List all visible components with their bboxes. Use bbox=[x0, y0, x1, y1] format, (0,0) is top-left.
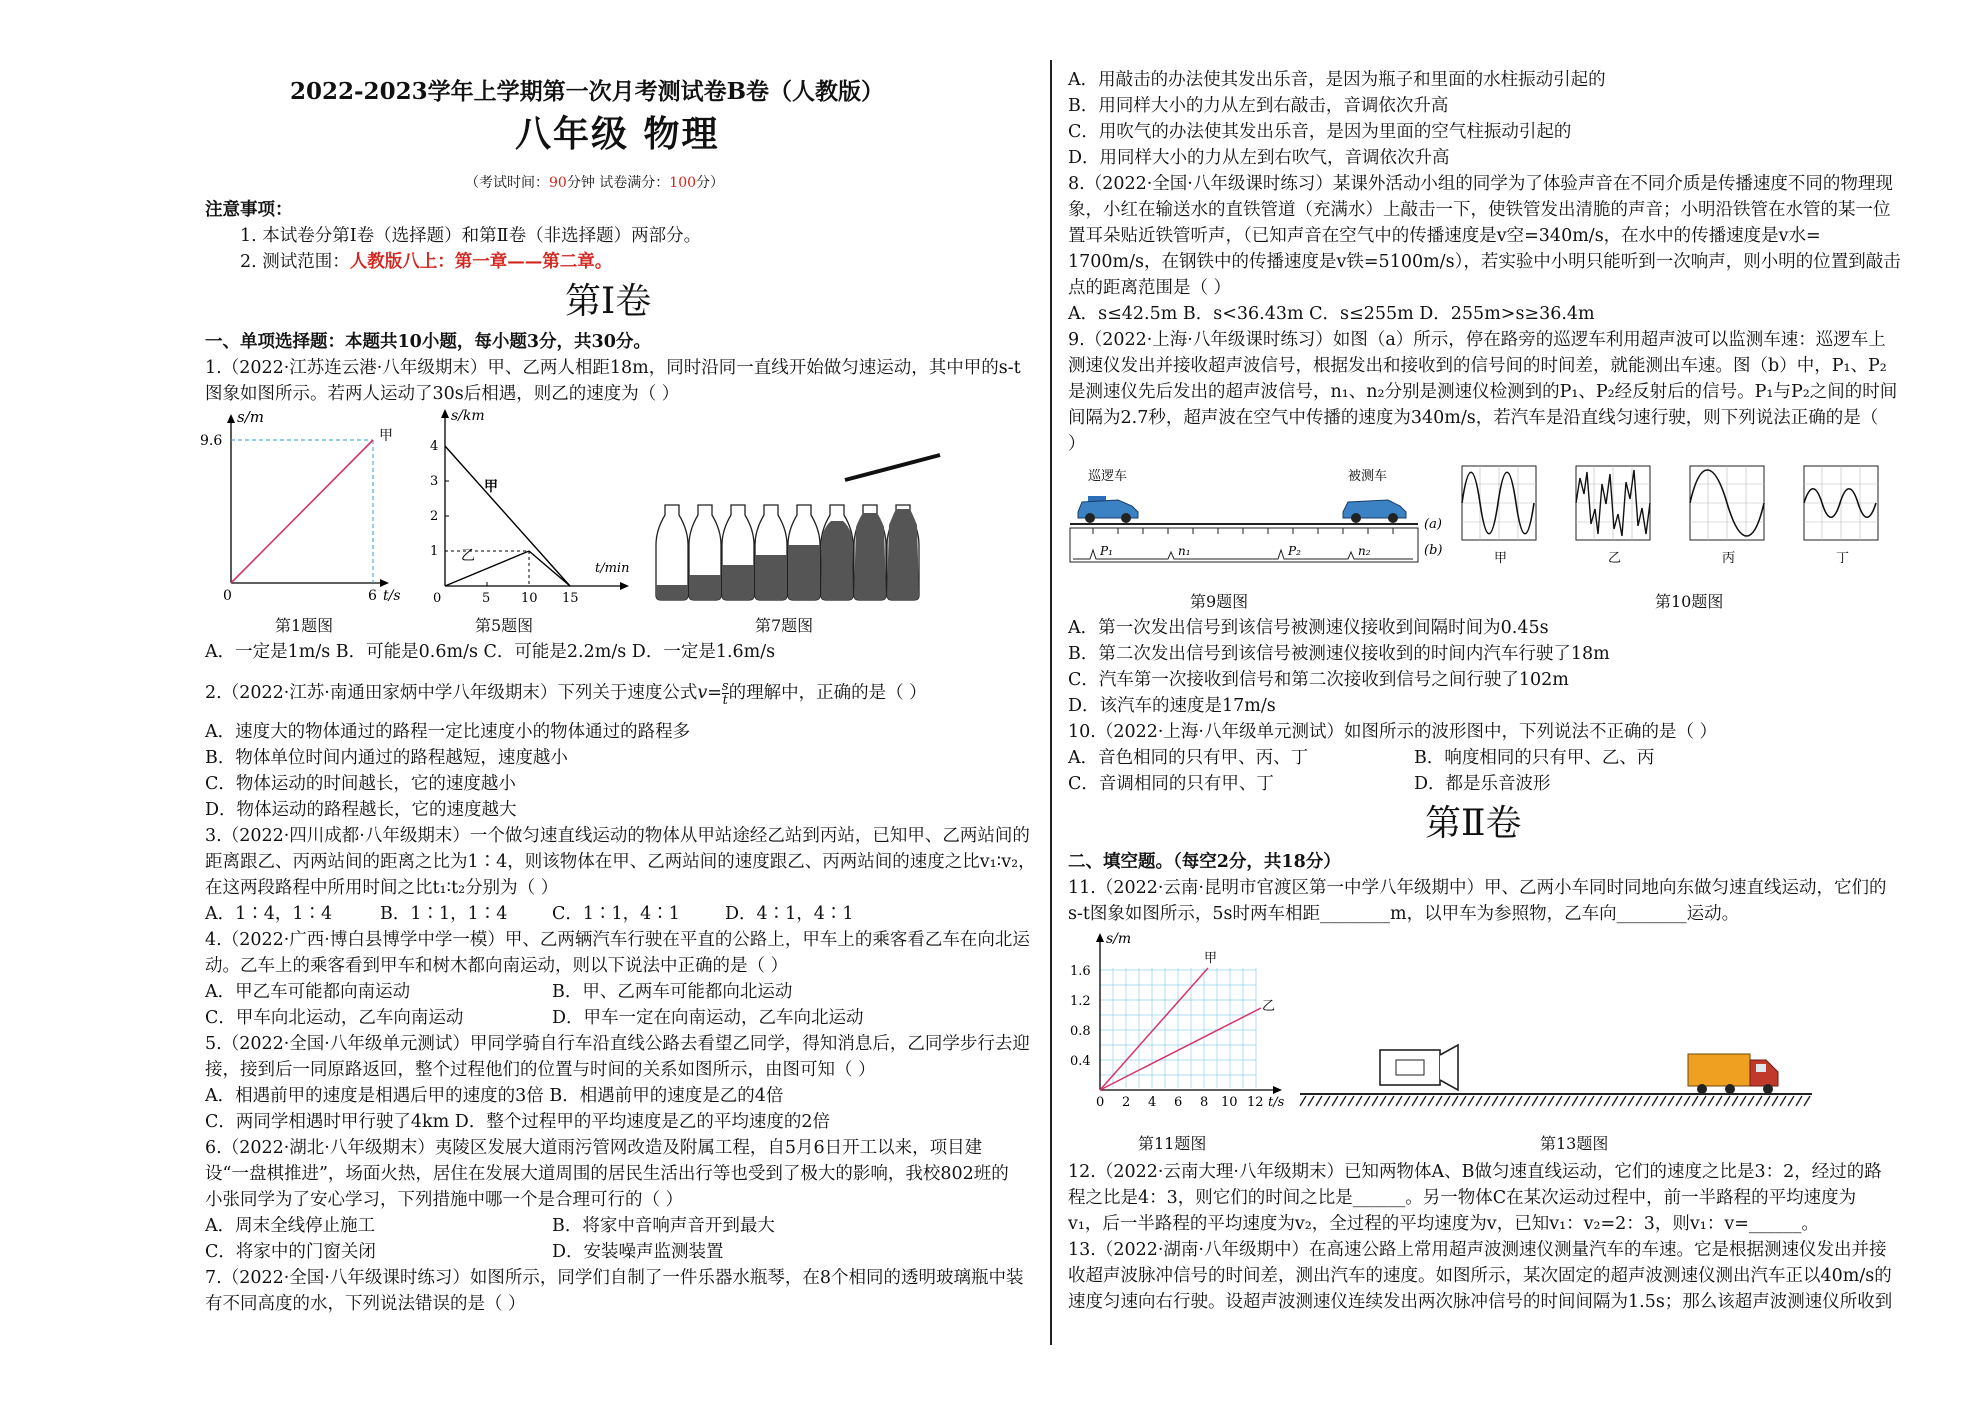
fig10-label-yi: 乙 bbox=[1608, 551, 1622, 566]
q7-option-b: B．用同样大小的力从左到右敲击，音调依次升高 bbox=[1068, 96, 1449, 116]
q2-option-d: D．物体运动的路程越长，它的速度越大 bbox=[205, 800, 517, 820]
exam-score-value: 100 bbox=[669, 175, 697, 191]
fig5-x-arrow bbox=[620, 582, 629, 590]
fig13-diagram bbox=[1300, 1040, 1820, 1110]
q4-option-d: D．甲车一定在向南运动，乙车向北运动 bbox=[552, 1008, 864, 1028]
fig11-x-tick-10: 10 bbox=[1221, 1095, 1238, 1110]
fig9-n2: n₂ bbox=[1358, 544, 1371, 558]
q9-stem-line1: 9.（2022·上海·八年级课时练习）如图（a）所示，停在路旁的巡逻车利用超声波可以监测车速：巡逻车上 bbox=[1068, 330, 1886, 350]
q7-stem-line1: 7.（2022·全国·八年级课时练习）如图所示，同学们自制了一件乐器水瓶琴，在8个相同的透明玻璃瓶中装 bbox=[205, 1268, 1024, 1288]
fig11-x-tick-8: 8 bbox=[1200, 1095, 1209, 1110]
notes-item-1: 1. 本试卷分第Ⅰ卷（选择题）和第Ⅱ卷（非选择题）两部分。 bbox=[240, 226, 702, 246]
fig11-y-label: s/m bbox=[1106, 931, 1132, 947]
q10-option-a: A．音色相同的只有甲、丙、丁 bbox=[1068, 748, 1309, 768]
fig9-p1: P₁ bbox=[1100, 544, 1113, 558]
q9-stem-line4: 间隔为2.7秒，超声波在空气中传播的速度为340m/s，若汽车是沿直线匀速行驶，则下列说法正确的是（ bbox=[1068, 408, 1879, 428]
q8-stem-line1: 8.（2022·全国·八年级课时练习）某课外活动小组的同学为了体验声音在不同介质是传播速度不同的物理现 bbox=[1068, 174, 1893, 194]
section1-title: 第Ⅰ卷 bbox=[565, 281, 652, 322]
fig11-x-tick-2: 2 bbox=[1122, 1095, 1131, 1110]
fig9-label-b: (b) bbox=[1424, 543, 1443, 558]
fig11-series-yi bbox=[1100, 1008, 1261, 1090]
fig1-caption: 第1题图 bbox=[275, 616, 334, 635]
q8-stem-line3: 置耳朵贴近铁管听声，（已知声音在空气中的传播速度是v空=340m/s，在水中的传播速度是v水= bbox=[1068, 226, 1821, 246]
q3-option-a: A．1∶4，1∶4 bbox=[205, 904, 333, 924]
fig1-x-tick: 6 bbox=[368, 588, 377, 604]
q5-stem-line1: 5.（2022·全国·八年级单元测试）甲同学骑自行车沿直线公路去看望乙同学，得知消息后，乙同学步行去迎 bbox=[205, 1034, 1030, 1054]
q8-stem-line4: 1700m/s，在钢铁中的传播速度是v铁=5100m/s），若实验中小明只能听到一次响声，则小明的位置到敲击 bbox=[1068, 252, 1901, 272]
fig1-series-jia bbox=[231, 440, 373, 583]
q2-option-a: A．速度大的物体通过的路程一定比速度小的物体通过的路程多 bbox=[205, 722, 691, 742]
fig11-y-tick-08: 0.8 bbox=[1070, 1024, 1091, 1039]
q7-option-a: A．用敲击的办法使其发出乐音，是因为瓶子和里面的水柱振动引起的 bbox=[1068, 70, 1606, 90]
fig9-p2: P₂ bbox=[1288, 544, 1301, 558]
fig5-y-tick-4: 4 bbox=[430, 439, 439, 454]
fig9-patrol-car bbox=[1078, 496, 1138, 523]
fig11-caption: 第11题图 bbox=[1138, 1134, 1207, 1153]
q10-option-b: B．响度相同的只有甲、乙、丙 bbox=[1414, 748, 1655, 768]
q12-stem-line1: 12.（2022·云南大理·八年级期末）已知两物体A、B做匀速直线运动，它们的速度之比是3：2，经过的路 bbox=[1068, 1162, 1882, 1182]
fig9-target-label: 被测车 bbox=[1348, 469, 1388, 484]
q9-option-b: B．第二次发出信号到该信号被测速仪接收到的时间内汽车行驶了18m bbox=[1068, 644, 1610, 664]
fig13-speed-gun bbox=[1380, 1045, 1458, 1090]
fig13-caption: 第13题图 bbox=[1540, 1134, 1609, 1153]
q10-option-d: D．都是乐音波形 bbox=[1414, 774, 1551, 794]
fig11-y-tick-12: 1.2 bbox=[1070, 994, 1091, 1009]
fig9-tape-ticks bbox=[1093, 528, 1393, 534]
q6-option-d: D．安装噪声监测装置 bbox=[552, 1242, 724, 1262]
q8-stem-line2: 象，小红在输送水的直铁管道（充满水）上敲击一下，使铁管发出清脆的声音；小明沿铁管在水管的某一位 bbox=[1068, 200, 1891, 220]
fig7-bottle-set bbox=[656, 505, 919, 600]
fig10-caption: 第10题图 bbox=[1655, 592, 1724, 611]
exam-title: 2022-2023学年上学期第一次月考测试卷B卷（人教版） bbox=[290, 78, 885, 105]
fig10-label-jia: 甲 bbox=[1494, 551, 1508, 566]
fig9-n1: n₁ bbox=[1178, 544, 1191, 558]
exam-time-value: 90 bbox=[549, 175, 567, 191]
column-divider bbox=[1050, 60, 1052, 1345]
q6-option-c: C．将家中的门窗关闭 bbox=[205, 1242, 376, 1262]
q4-option-c: C．甲车向北运动，乙车向南运动 bbox=[205, 1008, 464, 1028]
notes-heading: 注意事项： bbox=[205, 200, 293, 220]
fig5-y-tick-2: 2 bbox=[430, 509, 439, 524]
q8-stem-line5: 点的距离范围是（ ） bbox=[1068, 278, 1232, 298]
fig7-caption: 第7题图 bbox=[755, 616, 814, 635]
q4-stem-line2: 动。乙车上的乘客看到甲车和树木都向南运动，则以下说法中正确的是（ ） bbox=[205, 956, 789, 976]
fig11-x-arrow bbox=[1273, 1086, 1282, 1094]
q12-stem-line2: 程之比是4：3，则它们的时间之比是______。另一物体C在某次运动过程中，前一半路程的平均速度为 bbox=[1068, 1188, 1857, 1208]
fig5-y-tick-3: 3 bbox=[430, 474, 439, 489]
q3-option-b: B．1∶1，1∶4 bbox=[380, 904, 508, 924]
q10-option-c: C．音调相同的只有甲、丁 bbox=[1068, 774, 1274, 794]
fig7-stick bbox=[845, 455, 940, 480]
fig10-label-bing: 丙 bbox=[1722, 551, 1736, 566]
q13-stem-line3: 速度匀速向右行驶。设超声波测速仪连续发出两次脉冲信号的时间间隔为1.5s；那么该超声波测速仪所收到 bbox=[1068, 1292, 1893, 1312]
q9-stem-line5: ） bbox=[1068, 434, 1086, 454]
q9-option-c: C．汽车第一次接收到信号和第二次接收到信号之间行驶了102m bbox=[1068, 670, 1569, 690]
fig11-x-tick-12: 12 bbox=[1247, 1095, 1264, 1110]
q6-stem-line3: 小张同学为了安心学习，下列措施中哪一个是合理可行的（ ） bbox=[205, 1190, 684, 1210]
q9-stem-line2: 测速仪发出并接收超声波信号，根据发出和接收到的信号间的时间差，就能测出车速。图（b）中，P₁、P₂ bbox=[1068, 356, 1887, 376]
q7-option-d: D．用同样大小的力从左到右吹气，音调依次升高 bbox=[1068, 148, 1450, 168]
section2-title: 第Ⅱ卷 bbox=[1425, 803, 1522, 844]
fig9-diagram bbox=[1068, 462, 1448, 572]
q2-option-c: C．物体运动的时间越长，它的速度越小 bbox=[205, 774, 516, 794]
fig10-wave-bing bbox=[1690, 466, 1764, 566]
fig5-series-jia bbox=[445, 446, 570, 586]
q2-stem: 2.（2022·江苏·南通田家炳中学八年级期末）下列关于速度公式v= $\frac{s}{t}$ 的理解中，正确的是（ ） bbox=[205, 679, 927, 708]
fig11-origin: 0 bbox=[1096, 1095, 1105, 1110]
q7-stem-line2: 有不同高度的水，下列说法错误的是（ ） bbox=[205, 1294, 526, 1314]
q4-option-b: B．甲、乙两车可能都向北运动 bbox=[552, 982, 793, 1002]
fig10-wave-ding bbox=[1804, 466, 1878, 566]
q12-stem-line3: v₁，后一半路程的平均速度为v₂，全过程的平均速度为v，已知v₁：v₂=2：3，则v₁：v=______。 bbox=[1068, 1214, 1819, 1234]
fig5-x-tick-10: 10 bbox=[521, 591, 538, 606]
fig5-y-label: s/km bbox=[451, 408, 485, 424]
fig10-label-ding: 丁 bbox=[1836, 551, 1850, 566]
q9-option-a: A．第一次发出信号到该信号被测速仪接收到间隔时间为0.45s bbox=[1068, 618, 1549, 638]
q3-stem-line2: 距离跟乙、丙两站间的距离之比为1∶4，则该物体在甲、乙两站间的速度跟乙、丙两站间的速度之比v₁∶v₂， bbox=[205, 852, 1036, 872]
fig1-series-label: 甲 bbox=[379, 428, 393, 444]
section1-heading: 一、单项选择题：本题共10小题，每小题3分，共30分。 bbox=[205, 332, 651, 352]
q9-stem-line3: 是测速仪先后发出的超声波信号，n₁、n₂分别是测速仪检测到的P₁、P₂经反射后的信号。P₁与P₂之间的时间 bbox=[1068, 382, 1898, 402]
fig11-y-tick-04: 0.4 bbox=[1070, 1054, 1091, 1069]
fig5-label-yi: 乙 bbox=[461, 548, 475, 564]
fig11-label-yi: 乙 bbox=[1262, 999, 1276, 1014]
q4-stem-line1: 4.（2022·广西·博白县博学中学一模）甲、乙两辆汽车行驶在平直的公路上，甲车上的乘客看乙车在向北运 bbox=[205, 930, 1030, 950]
q5-options-ab: A．相遇前甲的速度是相遇后甲的速度的3倍 B．相遇前甲的速度是乙的4倍 bbox=[205, 1086, 784, 1106]
q10-stem: 10.（2022·上海·八年级单元测试）如图所示的波形图中，下列说法不正确的是（ ） bbox=[1068, 722, 1718, 742]
fig5-label-jia: 甲 bbox=[484, 479, 498, 495]
q1-stem-line2: 图象如图所示。若两人运动了30s后相遇，则乙的速度为（ ） bbox=[205, 384, 680, 404]
fig9-target-car bbox=[1343, 500, 1406, 523]
fig7-bottles bbox=[650, 445, 950, 605]
fig1-x-label: t/s bbox=[383, 588, 401, 604]
fig1-graph bbox=[200, 408, 401, 608]
fig13-truck bbox=[1688, 1054, 1778, 1094]
fig5-x-tick-15: 15 bbox=[562, 591, 579, 606]
notes-item-2: 2. 测试范围：人教版八上：第一章——第二章。 bbox=[240, 252, 613, 272]
q5-options-cd: C．两同学相遇时甲行驶了4km D．整个过程甲的平均速度是乙的平均速度的2倍 bbox=[205, 1112, 830, 1132]
fig11-series-jia bbox=[1100, 968, 1208, 1090]
fig9-label-a: (a) bbox=[1424, 517, 1442, 532]
q13-stem-line2: 收超声波脉冲信号的时间差，测出汽车的速度。如图所示，某次固定的超声波测速仪测出汽车正以40m/s的 bbox=[1068, 1266, 1892, 1286]
fig5-caption: 第5题图 bbox=[475, 616, 534, 635]
q6-option-a: A．周末全线停止施工 bbox=[205, 1216, 376, 1236]
fig10-waveforms bbox=[1460, 464, 1880, 574]
fig11-x-label: t/s bbox=[1268, 1095, 1285, 1110]
q11-stem-line2: s-t图象如图所示，5s时两车相距________m，以甲车为参照物，乙车向________运动。 bbox=[1068, 904, 1740, 924]
exam-info: （考试时间：90分钟 试卷满分：100分） bbox=[465, 175, 725, 191]
fig9-patrol-label: 巡逻车 bbox=[1088, 469, 1128, 484]
fig10-wave-jia bbox=[1462, 466, 1536, 566]
fig11-label-jia: 甲 bbox=[1204, 951, 1218, 966]
fig11-y-tick-16: 1.6 bbox=[1070, 964, 1091, 979]
q5-stem-line2: 接，接到后一同原路返回，整个过程他们的位置与时间的关系如图所示，由图可知（ ） bbox=[205, 1060, 876, 1080]
q8-options: A．s≤42.5m B．s<36.43m C．s≤255m D．255m>s≥36.4m bbox=[1068, 304, 1595, 324]
subject-title: 八年级 物理 bbox=[515, 113, 720, 155]
fig11-x-tick-4: 4 bbox=[1148, 1095, 1157, 1110]
q1-options: A．一定是1m/s B．可能是0.6m/s C．可能是2.2m/s D．一定是1.6m/s bbox=[205, 642, 776, 662]
fig5-series-yi-1 bbox=[445, 551, 529, 586]
q6-stem-line1: 6.（2022·湖北·八年级期末）夷陵区发展大道雨污管网改造及附属工程，自5月6日开工以来，项目建 bbox=[205, 1138, 983, 1158]
q2-formula-fraction: $\frac{s}{t}$ bbox=[721, 679, 729, 708]
fig11-y-arrow bbox=[1096, 933, 1104, 942]
fig5-y-arrow bbox=[441, 409, 449, 418]
fig11-graph bbox=[1068, 928, 1308, 1108]
q6-stem-line2: 设“一盘棋推进”，场面火热，居住在发展大道周围的居民生活出行等也受到了极大的影响，我校802班的 bbox=[205, 1164, 1009, 1184]
fig5-y-tick-1: 1 bbox=[430, 544, 439, 559]
fig1-y-arrow bbox=[227, 414, 235, 423]
fig1-x-arrow bbox=[380, 579, 389, 587]
q3-stem-line3: 在这两段路程中所用时间之比t₁∶t₂分别为（ ） bbox=[205, 878, 559, 898]
q3-stem-line1: 3.（2022·四川成都·八年级期末）一个做匀速直线运动的物体从甲站途经乙站到丙站，已知甲、乙两站间的 bbox=[205, 826, 1030, 846]
q3-option-c: C．1∶1，4∶1 bbox=[552, 904, 680, 924]
fig11-grid bbox=[1100, 968, 1256, 1088]
fig11-x-tick-6: 6 bbox=[1174, 1095, 1183, 1110]
fig9-caption: 第9题图 bbox=[1190, 592, 1249, 611]
q1-stem-line1: 1.（2022·江苏连云港·八年级期末）甲、乙两人相距18m，同时沿同一直线开始做匀速运动，其中甲的s-t bbox=[205, 358, 1021, 378]
fig5-series-yi-2 bbox=[529, 551, 570, 586]
fig1-y-label: s/m bbox=[237, 408, 264, 426]
q11-stem-line1: 11.（2022·云南·昆明市官渡区第一中学八年级期中）甲、乙两小车同时同地向东做匀速直线运动，它们的 bbox=[1068, 878, 1887, 898]
q3-option-d: D．4∶1，4∶1 bbox=[725, 904, 854, 924]
fig5-graph bbox=[425, 408, 635, 608]
q9-option-d: D．该汽车的速度是17m/s bbox=[1068, 696, 1276, 716]
fig13-road-hatch bbox=[1300, 1096, 1810, 1106]
q7-option-c: C．用吹气的办法使其发出乐音，是因为里面的空气柱振动引起的 bbox=[1068, 122, 1572, 142]
q13-stem-line1: 13.（2022·湖南·八年级期中）在高速公路上常用超声波测速仪测量汽车的车速。它是根据测速仪发出并接 bbox=[1068, 1240, 1887, 1260]
q4-option-a: A．甲乙车可能都向南运动 bbox=[205, 982, 411, 1002]
q2-option-b: B．物体单位时间内通过的路程越短，速度越小 bbox=[205, 748, 568, 768]
fig5-x-tick-5: 5 bbox=[482, 591, 491, 606]
fig5-x-label: t/min bbox=[595, 561, 630, 576]
section2-heading: 二、填空题。（每空2分，共18分） bbox=[1068, 852, 1341, 872]
fig1-y-tick: 9.6 bbox=[200, 433, 223, 449]
fig1-origin: 0 bbox=[223, 588, 232, 604]
fig5-origin: 0 bbox=[433, 591, 442, 606]
fig10-wave-yi bbox=[1576, 466, 1650, 566]
q6-option-b: B．将家中音响声音开到最大 bbox=[552, 1216, 775, 1236]
